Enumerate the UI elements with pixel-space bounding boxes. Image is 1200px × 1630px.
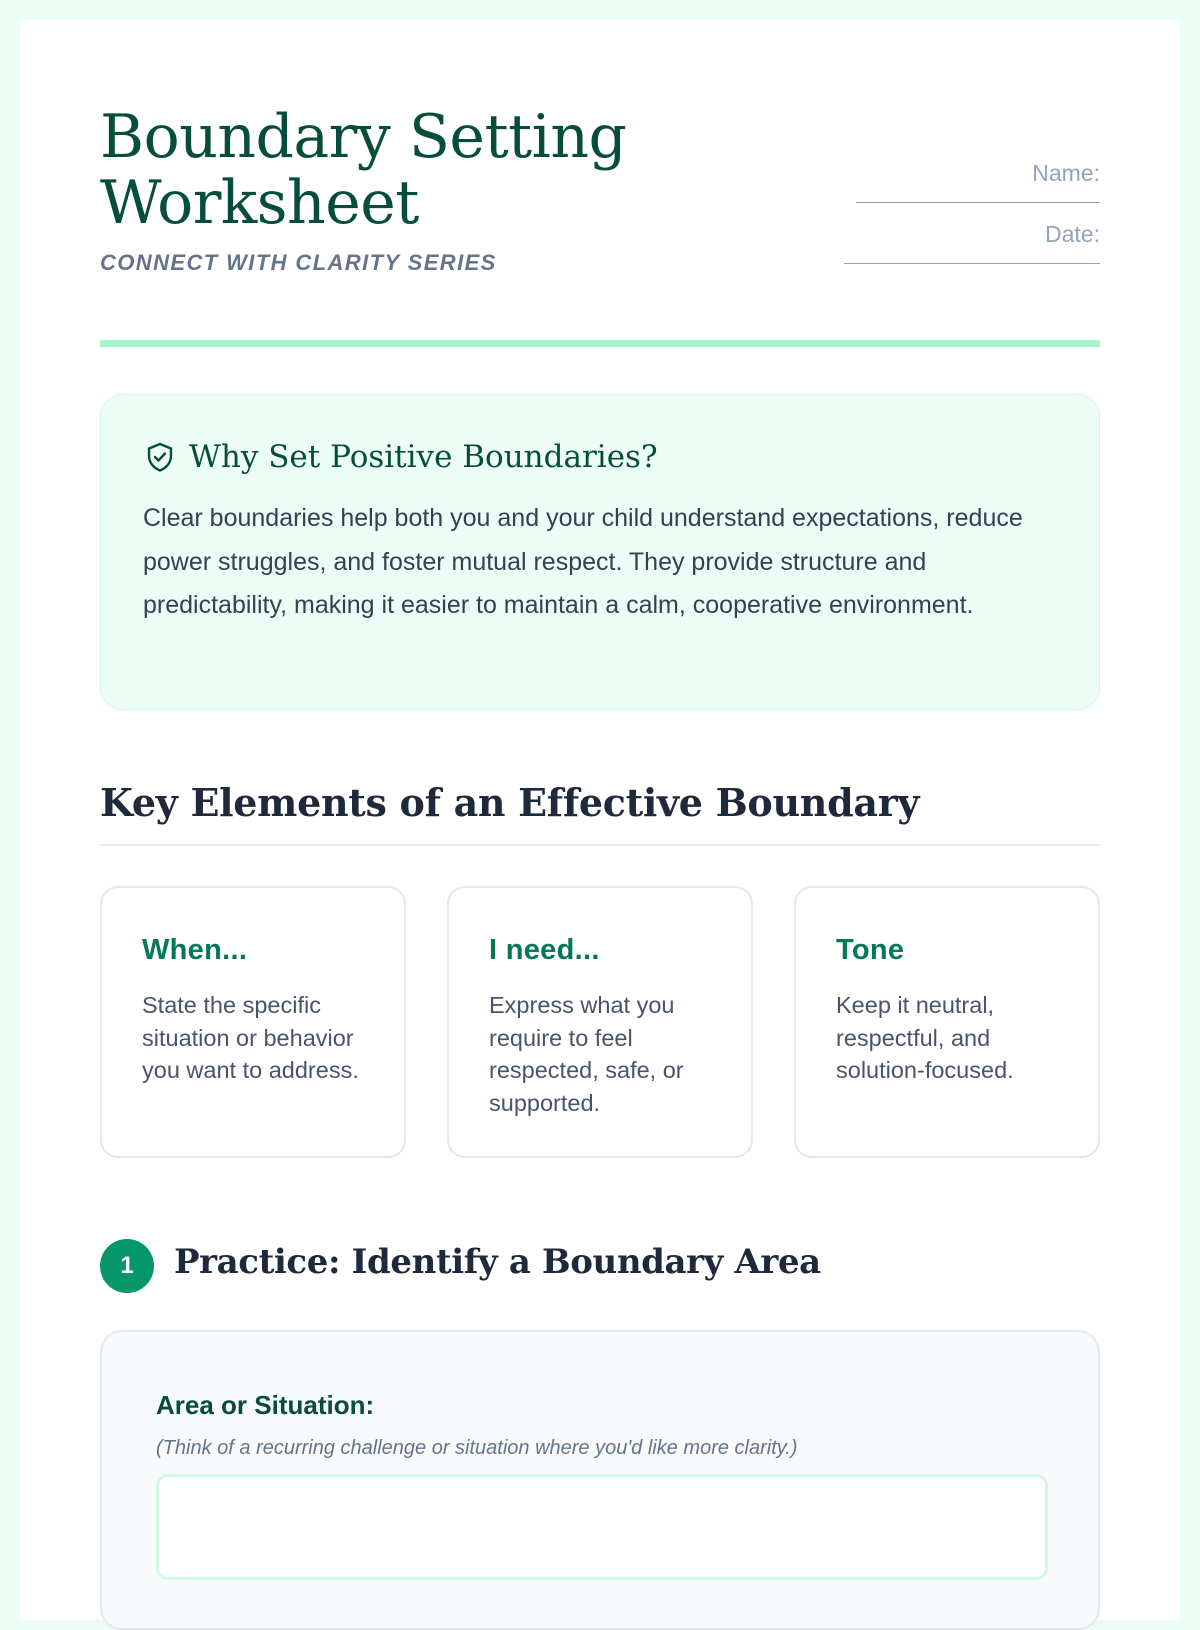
- worksheet-header: [100, 104, 1100, 350]
- date-field[interactable]: [844, 263, 1100, 264]
- area-situation-hint: (Think of a recurring challenge or situation where you'd like more clarity.): [156, 1437, 798, 1459]
- card-text: Keep it neutral, respectful, and solution-focused.: [836, 992, 1014, 1083]
- callout-title: Why Set Positive Boundaries?: [189, 439, 658, 475]
- name-date-block: [840, 158, 1100, 264]
- practice-heading: Practice: Identify a Boundary Area: [174, 1242, 821, 1282]
- card-title: I need...: [489, 934, 600, 966]
- element-card-when: [100, 886, 406, 1158]
- element-card-i-need: [447, 886, 753, 1158]
- area-situation-label: Area or Situation:: [156, 1390, 375, 1420]
- step-number-badge: 1: [100, 1239, 154, 1293]
- callout-heading: [143, 439, 1057, 475]
- page-title: Boundary Setting Worksheet: [100, 102, 627, 238]
- card-title: Tone: [836, 934, 905, 966]
- card-title: When...: [142, 934, 248, 966]
- key-elements-heading: Key Elements of an Effective Boundary: [100, 780, 920, 825]
- date-label: Date:: [1045, 221, 1100, 247]
- element-card-tone: [794, 886, 1100, 1158]
- area-situation-input[interactable]: [156, 1474, 1048, 1580]
- key-elements-divider: [100, 844, 1100, 846]
- name-label: Name:: [1032, 160, 1100, 186]
- callout-text: Clear boundaries help both you and your child understand expectations, reduce power struggles, and foster mutual respect. They provide structure and predictability, making it easier to maintain a calm, cooperative environment.: [143, 504, 1023, 619]
- why-boundaries-callout: [100, 394, 1100, 710]
- name-field[interactable]: [856, 202, 1100, 203]
- key-elements-cards: [100, 886, 1100, 1158]
- practice-panel: [100, 1330, 1100, 1630]
- series-subtitle: CONNECT WITH CLARITY SERIES: [100, 250, 497, 275]
- shield-check-icon: [143, 440, 177, 474]
- header-divider: [100, 340, 1100, 347]
- card-text: State the specific situation or behavior you want to address.: [142, 992, 359, 1083]
- card-text: Express what you require to feel respected, safe, or supported.: [489, 992, 684, 1116]
